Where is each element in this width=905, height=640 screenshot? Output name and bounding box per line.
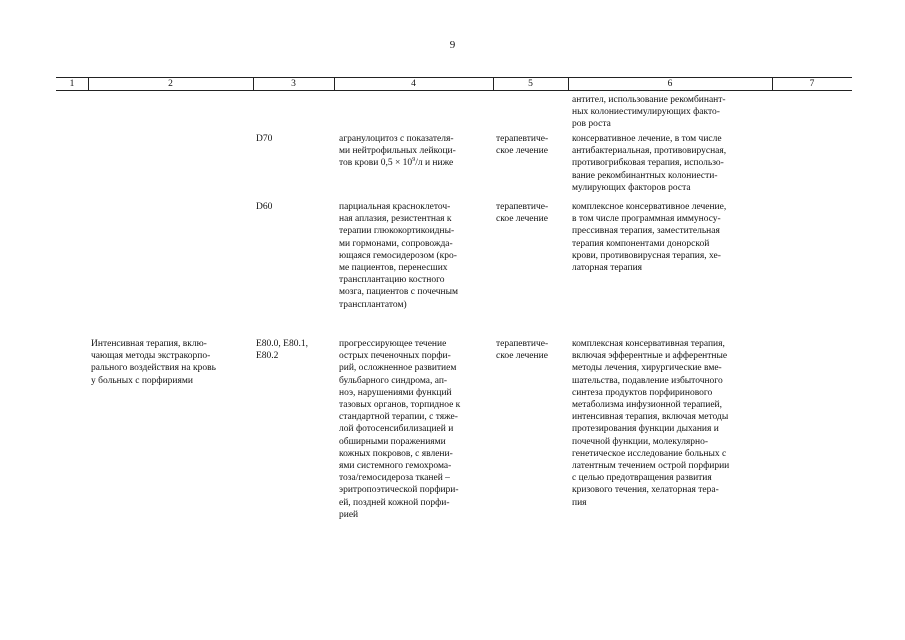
patient-model-text: агранулоцитоз с показателя- ми нейтрофильных лейкоци- тов крови 0,5 × 10	[339, 134, 456, 169]
treatment-method: консервативное лечение, в том числе антибактериальная, противовирусная, противогрибковая терапия, использо- вание рекомбинантных колониести- мулирующих факторов роста	[572, 134, 727, 193]
column-number-3: 3	[291, 79, 296, 89]
patient-model	[339, 133, 456, 170]
treatment-method: комплексная консервативная терапия, включая эфферентные и афферентные методы лечения, хирургические вме- шательства, подавление избыточного синтеза продуктов порфиринового метаболизма инфузионной терапией, интенсивная терапия, включая методы протезирования функции дыхания и почечной функции, молекулярно- генетическое исследование больных с латентным течением острой порфирии с целью предотвращения развития кризового течения, хелаторная тера- пия	[572, 339, 730, 508]
diagnosis-code: D70	[256, 134, 273, 144]
patient-model: прогрессирующее течение острых печеночных порфи- рий, осложненное развитием бульбарного синдрома, ап- ноэ, нарушениями функций тазовых органов, торпидное к стандартной терапии, с тяже- лой фотосенсибилизацией и обширными поражениями кожных покровов, с явлени- ями системного гемохрома- тоза/гемосидероза тканей – эритропоэтической порфири- ей, поздней кожной порфи- рией	[339, 339, 461, 520]
patient-model: парциальная красноклеточ- ная аплазия, резистентная к терапии глюкокортикоидны- ми гормонами, сопровожда- ющаяся гемосидерозом (кро- ме пациентов, перенесших трансплантацию костного мозга, пациентов с почечным трансплантатом)	[339, 202, 458, 310]
column-number-5: 5	[528, 79, 533, 89]
treatment-type: терапевтиче- ское лечение	[496, 134, 549, 157]
treatment-type: терапевтиче- ское лечение	[496, 202, 549, 225]
diagnosis-code: E80.0, E80.1, E80.2	[256, 339, 308, 362]
table-header-bottom-rule	[56, 90, 852, 91]
column-number-4: 4	[411, 79, 416, 89]
patient-model-text-end: /л и ниже	[415, 158, 454, 169]
column-number-7: 7	[809, 79, 815, 89]
continuation-method-text: антител, использование рекомбинант- ных колониестимулирующих факто- ров роста	[572, 95, 726, 130]
page-number: 9	[449, 39, 456, 51]
treatment-method: комплексное консервативное лечение, в том числе программная иммуносу- прессивная терапия, заместительная терапия компонентами донорской крови, противовирусная терапия, хе- латорная терапия	[572, 202, 727, 274]
care-type-name: Интенсивная терапия, вклю- чающая методы экстракорпо- рального воздействия на кровь у больных с порфириями	[91, 339, 216, 386]
column-number-2: 2	[168, 79, 173, 89]
diagnosis-code: D60	[256, 202, 273, 212]
column-number-6: 6	[667, 79, 673, 89]
column-number-1: 1	[69, 79, 75, 89]
exponent: 9	[412, 157, 416, 164]
treatment-type: терапевтиче- ское лечение	[496, 339, 549, 362]
